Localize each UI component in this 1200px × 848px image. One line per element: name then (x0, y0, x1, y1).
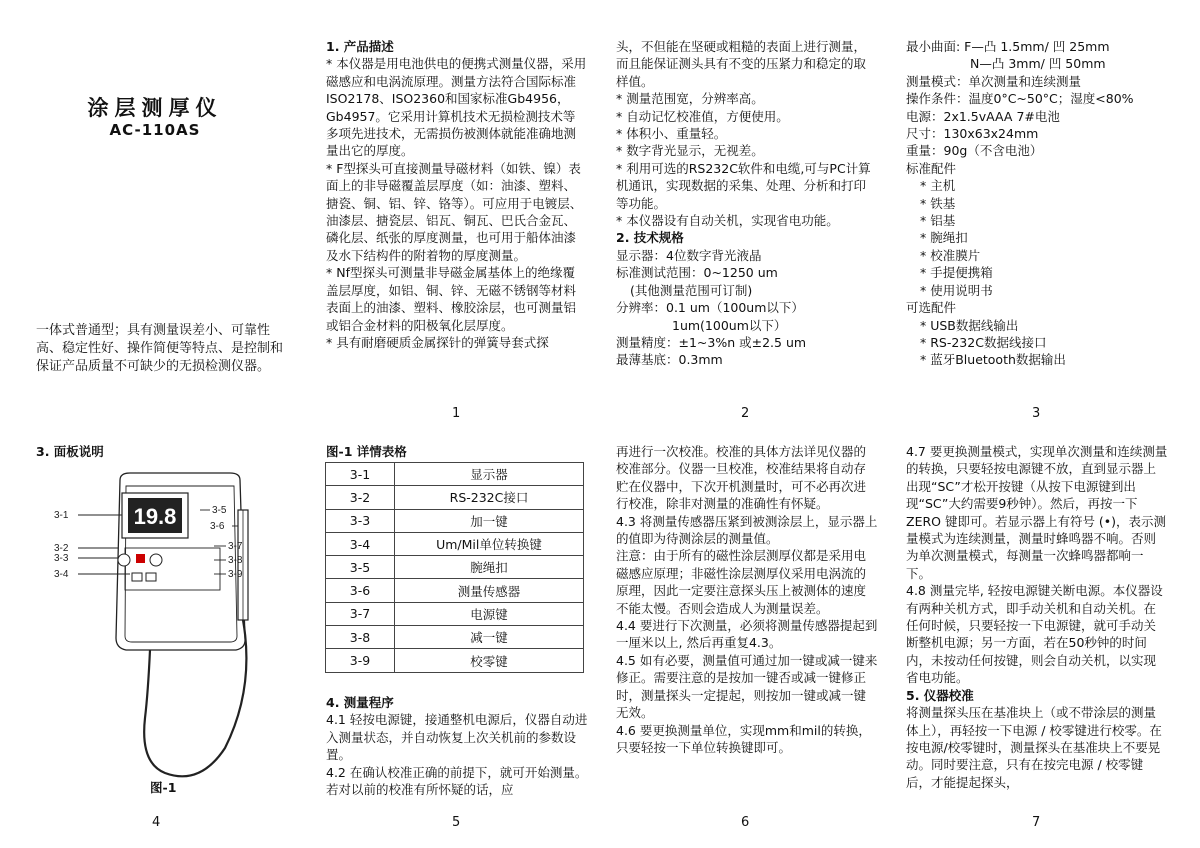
part-number-cell: 3-5 (326, 556, 395, 579)
paragraph: * 铝基 (920, 213, 956, 229)
part-name-cell: 测量传感器 (395, 579, 584, 602)
page1-column (326, 38, 587, 351)
table-row (326, 626, 584, 649)
label-3-1: 3-1 (54, 510, 69, 521)
paragraph: * 手提便携箱 (920, 265, 993, 281)
paragraph: 4.6 要更换测量单位，实现mm和mil的转换，只要轻按一下单位转换键即可。 (616, 722, 871, 755)
page-number: 2 (741, 406, 750, 421)
paragraph: * USB数据线输出 (920, 317, 1019, 333)
paragraph: 测量模式：单次测量和连续测量 (906, 73, 1082, 89)
paragraph: N—凸 3mm/ 凹 50mm (970, 56, 1106, 72)
model-number: AC-110AS (109, 121, 201, 139)
paragraph: 操作条件：温度0°C~50°C；湿度<80% (906, 91, 1134, 107)
paragraph: 测量精度：±1~3%n 或±2.5 um (616, 334, 807, 350)
part-number-cell: 3-9 (326, 649, 395, 672)
label-3-7: 3-7 (228, 541, 243, 552)
part-number-cell: 3-8 (326, 626, 395, 649)
label-3-8: 3-8 (228, 555, 243, 566)
part-name-cell: 校零键 (395, 649, 584, 672)
part-name-cell: 腕绳扣 (395, 556, 584, 579)
figure-caption: 图-1 (150, 780, 177, 795)
page-number: 7 (1032, 815, 1041, 830)
part-number-cell: 3-6 (326, 579, 395, 602)
paragraph: * 使用说明书 (920, 282, 993, 298)
paragraph: * 蓝牙Bluetooth数据输出 (920, 352, 1066, 368)
page-number: 6 (741, 815, 750, 830)
part-name-cell: RS-232C接口 (395, 486, 584, 509)
paragraph: * 本仪器是用电池供电的便携式测量仪器，采用磁感应和电涡流原理。测量方法符合国际标准ISO2178、ISO2360和国家标准Gb4956，Gb4957。它采用计算机技术无损检测技术等多项先进技术，无需损伤被测体就能准确地测量出它的厚度。 (326, 56, 587, 159)
intro-text: 一体式普通型；具有测量误差小、可靠性高、稳定性好、操作简便等特点、是控制和保证产品质量不可缺少的无损检测仪器。 (36, 323, 284, 374)
table-row (326, 649, 584, 672)
table-row (326, 463, 584, 486)
part-number-cell: 3-4 (326, 532, 395, 555)
paragraph: 显示器：4位数字背光液晶 (616, 247, 762, 263)
part-name-cell: Um/Mil单位转换键 (395, 532, 584, 555)
paragraph: * 数字背光显示，无视差。 (616, 143, 764, 159)
meter-diagram (50, 468, 300, 788)
paragraph: * 体积小、重量轻。 (616, 126, 727, 142)
page5-column (326, 694, 588, 798)
paragraph: 标准配件 (906, 160, 957, 176)
part-name-cell: 减一键 (395, 626, 584, 649)
spec-table (325, 462, 584, 673)
paragraph: 分辨率：0.1 um（100um以下） (616, 300, 804, 316)
table-row (326, 579, 584, 602)
paragraph: 1um(100um以下） (672, 317, 787, 333)
table-row (326, 602, 584, 625)
paragraph: (其他测量范围可订制) (630, 282, 753, 298)
paragraph: * 具有耐磨硬质金属探针的弹簧导套式探 (326, 334, 549, 350)
label-3-2: 3-2 (54, 543, 69, 554)
section-heading: 5. 仪器校准 (906, 687, 974, 703)
page3-column (906, 38, 1168, 369)
paragraph: 头，不但能在坚硬或粗糙的表面上进行测量，而且能保证测头具有不变的压紧力和稳定的取样值。 (616, 39, 867, 89)
page-number: 3 (1032, 406, 1041, 421)
paragraph: * 测量范围宽，分辨率高。 (616, 91, 764, 107)
paragraph: 可选配件 (906, 300, 957, 316)
zero-key-icon (146, 573, 156, 581)
table-row (326, 556, 584, 579)
paragraph: 4.1 轻按电源键，接通整机电源后，仪器自动进入测量状态，并自动恢复上次关机前的参数设置。 (326, 712, 588, 763)
paragraph: * 主机 (920, 178, 956, 194)
paragraph: 最薄基底：0.3mm (616, 352, 723, 368)
paragraph: * 利用可选的RS232C软件和电缆,可与PC计算机通讯，实现数据的采集、处理、分析和打印等功能。 (616, 160, 871, 211)
paragraph: 4.3 将测量传感器压紧到被测涂层上，显示器上的值即为待测涂层的测量值。 (616, 513, 878, 547)
part-name-cell: 显示器 (395, 463, 584, 486)
table-title: 图-1 详情表格 (326, 444, 407, 459)
paragraph: * 自动记忆校准值，方便使用。 (616, 108, 789, 124)
part-number-cell: 3-1 (326, 463, 395, 486)
part-name-cell: 加一键 (395, 509, 584, 532)
paragraph: * F型探头可直接测量导磁材料（如铁、镍）表面上的非导磁覆盖层厚度（如：油漆、塑料、搪瓷、铜、铝、锌、铬等）。可应用于电镀层、油漆层、搪瓷层、铝瓦、铜瓦、巴氏合金瓦、磷化层、纸张的厚度测量，也可用于船体油漆及水下结构件的附着物的厚度测量。 (326, 160, 583, 263)
page-number: 5 (452, 815, 461, 830)
label-3-6: 3-6 (210, 521, 225, 532)
paragraph: 4.4 要进行下次测量，必须将测量传感器提起到一厘米以上, 然后再重复4.3。 (616, 618, 878, 651)
document-title: 涂层测厚仪 (87, 96, 223, 120)
paragraph: * 铁基 (920, 195, 956, 211)
paragraph: 4.5 如有必要，测量值可通过加一键或减一键来修正。需要注意的是按加一键否或减一键修正时，测量探头一定提起，则按加一键或减一键无效。 (616, 652, 878, 721)
paragraph: 将测量探头压在基准块上（或不带涂层的测量体上），再轻按一下电源 / 校零键进行校零。在按电源/校零键时，测量探头在基准块上不要晃动。同时要注意，只有在按完电源 / 校零键后，才能提起探头， (906, 705, 1162, 790)
paragraph: * 校准膜片 (920, 247, 981, 263)
label-3-3: 3-3 (54, 553, 69, 564)
page-number: 1 (452, 406, 461, 421)
paragraph: 重量：90g（不含电池） (906, 143, 1043, 159)
paragraph: 标准测试范围：0~1250 um (616, 265, 778, 281)
page2-column (616, 38, 878, 369)
paragraph: 尺寸：130x63x24mm (906, 126, 1039, 142)
section-heading: 1. 产品描述 (326, 39, 394, 54)
label-3-9: 3-9 (228, 569, 243, 580)
page7-column (906, 443, 1168, 791)
paragraph: 4.7 要更换测量模式，实现单次测量和连续测量的转换，只要轻按电源键不放，直到显示器上出现“SC”才松开按键（从按下电源键到出现“SC”大约需要9秒钟）。然后，再按一下 ZERO 键即可。若显示器上有符号 (•)，表示测量模式为连续测量，测量时蜂鸣器不响。否则为单次测量模式，每测量一次蜂鸣器都响一下。 (906, 444, 1168, 581)
paragraph: 再进行一次校准。校准的具体方法详见仪器的校准部分。仪器一旦校准，校准结果将自动存贮在仪器中，下次开机测量时，可不必再次进行校准，除非对测量的准确性有怀疑。 (616, 444, 867, 512)
plus-key-icon (118, 554, 130, 566)
part-number-cell: 3-3 (326, 509, 395, 532)
paragraph: * 腕绳扣 (920, 230, 968, 246)
label-3-5: 3-5 (212, 505, 227, 516)
power-key-icon (136, 554, 145, 563)
part-number-cell: 3-2 (326, 486, 395, 509)
part-number-cell: 3-7 (326, 602, 395, 625)
part-name-cell: 电源键 (395, 602, 584, 625)
minus-key-icon (150, 554, 162, 566)
panel-heading: 3. 面板说明 (36, 444, 104, 459)
table-row (326, 532, 584, 555)
paragraph: 注意：由于所有的磁性涂层测厚仪都是采用电磁感应原理；非磁性涂层测厚仪采用电涡流的原理，因此一定要注意探头压上被测体的速度不能太慢。否则会造成人为测量误差。 (616, 548, 867, 616)
paragraph: 电源：2x1.5vAAA 7#电池 (906, 108, 1060, 124)
table-row (326, 486, 584, 509)
table-row (326, 509, 584, 532)
label-3-4: 3-4 (54, 569, 69, 580)
section-heading: 2. 技术规格 (616, 230, 684, 246)
paragraph: 4.2 在确认校准正确的前提下，就可开始测量。若对以前的校准有所怀疑的话，应 (326, 764, 588, 798)
display-reading: 19.8 (133, 504, 177, 529)
page6-column (616, 443, 878, 756)
unit-key-icon (132, 573, 142, 581)
paragraph: * Nf型探头可测量非导磁金属基体上的绝缘覆盖层厚度，如铝、铜、锌、无磁不锈钢等材料表面上的油漆、塑料、橡胶涂层，也可测量铝或铝合金材料的阳极氧化层厚度。 (326, 265, 577, 333)
section-heading: 4. 测量程序 (326, 695, 394, 710)
paragraph: 最小曲面: F—凸 1.5mm/ 凹 25mm (906, 39, 1110, 54)
paragraph: * RS-232C数据线接口 (920, 334, 1047, 350)
page-number: 4 (152, 815, 161, 830)
paragraph: 4.8 测量完毕, 轻按电源键关断电源。本仪器设有两种关机方式，即手动关机和自动关机。在任何时候，只要轻按一下电源键，就可手动关断整机电源；另一方面，若在50秒钟的时间内，未按动任何按键，则会自动关机，以实现省电功能。 (906, 583, 1163, 686)
paragraph: * 本仪器设有自动关机，实现省电功能。 (616, 213, 839, 229)
